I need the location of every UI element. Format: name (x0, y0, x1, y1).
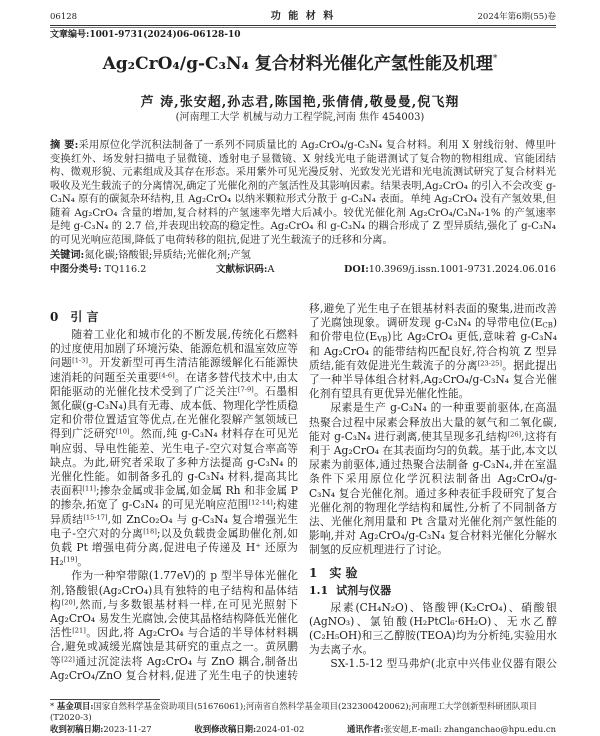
keywords-label: 关键词: (50, 249, 85, 261)
front-matter (50, 139, 556, 276)
header-rule (50, 25, 556, 28)
paper-title-text: Ag₂CrO₄/g-C₃N₄ 复合材料光催化产氢性能及机理 (102, 54, 493, 74)
citation: [19] (63, 555, 78, 564)
subsection-title: 试剂与仪器 (336, 583, 392, 597)
subscript: VB (377, 336, 388, 345)
received-label: 收到初稿日期: (50, 723, 104, 734)
citation: [1-3] (72, 357, 88, 366)
funding-label: 基金项目: (56, 701, 94, 711)
paper-title (0, 53, 600, 75)
journal-name: 功 能 材 料 (270, 11, 336, 22)
footnote-rule (50, 699, 160, 700)
article-number: 文章编号:1001-9731(2024)06-06128-10 (50, 30, 241, 40)
citation: [20] (61, 598, 76, 607)
issue-info: 2024年第6期(55)卷 (477, 12, 556, 22)
corresponding-value: 张安超,E-mail: zhanganchao@hpu.edu.cn (383, 723, 556, 734)
classification-line (50, 263, 556, 277)
abstract-text: 采用原位化学沉积法制备了一系列不同质量比的 Ag₂CrO₄/g-C₃N₄ 复合材料。利用 X 射线衍射、傅里叶变换红外、场发射扫描电子显微镜、透射电子显微镜、X 射线光电子能谱测试了复合物的物相组成、官能团结构、微观形貌、元素组成及其存在形态。采用紫外可见光漫反射、光致发光光谱和光电流测试研究了复合材料光吸收及光生载流子的分离情况,确定了光催化剂的产氢活性及其影响因素。结果表明,Ag₂CrO₄ 的引入不会改变 g-C₃N₄ 原有的碳氮杂环结构,且 Ag₂CrO₄ 以纳米颗粒形式分散于 g-C₃N₄ 表面。单纯 Ag₂CrO₄ 没有产氢效果,但随着 Ag₂CrO₄ 含量的增加,复合材料的产氢速率先增大后减小。较优光催化剂 Ag₂CrO₄/C₃N₄-1% 的产氢速率是纯 g-C₃N₄ 的 2.7 倍,并表现出较高的稳定性。Ag₂CrO₄ 和 g-C₃N₄ 的耦合形成了 Z 型异质结,强化了 g-C₃N₄ 的可见光响应范围,降低了电荷转移的阻抗,促进了光生载流子的迁移和分离。 (50, 140, 556, 246)
section-title: 实 验 (329, 565, 358, 580)
intro-paragraph-3: 尿素是生产 g-C₃N₄ 的一种重要前驱体,在高温热聚合过程中尿素会释放出大量的氨气和二氧化碳,能对 g-C₃N₄ 进行剥离,使其呈现多孔结构[26],这将有利于 Ag₂CrO₄ 在其表面均匀的负载。基于此,本文以尿素为前驱体,通过热聚合法制备 g-C₃N₄,并在室温条件下采用原位化学沉积法制备出 Ag₂CrO₄/g-C₃N₄ 复合光催化剂。通过多种表征手段研究了复合光催化剂的物理化学结构和属性,分析了不同制备方法、光催化剂用量和 Pt 含量对光催化剂产氢性能的影响,并对 Ag₂CrO₄/g-C₃N₄ 复合材料光催化分解水制氢的反应机理进行了讨论。 (309, 401, 557, 557)
citation: [21] (72, 626, 86, 635)
footnote-mark: * (50, 701, 57, 711)
revised-label: 收到修改稿日期: (194, 723, 257, 734)
abstract-label: 摘 要: (50, 139, 79, 151)
intro-paragraph-1: 随着工业化和城市化的不断发展,传统化石燃料的过度使用加剧了环境污染、能源危机和温室效应等问题[1-3]。开发新型可再生清洁能源缓解化石能源快速消耗的问题至关重要[4-6]。在诸多替代技术中,由太阳能驱动的光催化技术受到了广泛关注[7-9]。石墨相氮化碳(g-C₃N₄)具有无毒、成本低、物理化学性质稳定和价带位置适宜等优点,在光催化裂解产氢领域已得到广泛研究[10]。然而,纯 g-C₃N₄ 材料存在可见光响应弱、导电性能差、光生电子-空穴对复合率高等缺点。为此,研究者采取了多种方法提高 g-C₃N₄ 的光催化性能。如制备多孔的 g-C₃N₄ 材料,提高其比表面积[11];掺杂金属或非金属,如金属 Rh 和非金属 P 的掺杂,拓宽了 g-C₃N₄ 的可见光响应范围[12-14];构建异质结[15-17],如 ZnCo₂O₄ 与 g-C₃N₄ 复合增强光生电子-空穴对的分离[18];以及负载贵金属助催化剂,如负载 Pt 增强电荷分离,促进电子传递及 H⁺ 还原为 H₂[19]。 (50, 328, 298, 569)
citation: [7-9] (237, 385, 254, 394)
section-heading-experiment (309, 566, 557, 580)
funding-text: 国家自然科学基金资助项目(51676061);河南省自然科学基金项目(232300420062);河南理工大学创新型科研团队项目(T2020-3) (50, 701, 537, 723)
title-footnote-mark: * (492, 54, 498, 64)
received-value: 2023-11-27 (103, 723, 152, 734)
section-number: 1 (309, 565, 318, 580)
citation: [22] (61, 655, 75, 664)
corresponding-label: 通讯作者: (347, 723, 384, 734)
keywords (50, 249, 556, 263)
citation: [4-6] (158, 371, 175, 380)
page-number: 06128 (50, 12, 78, 22)
doi-value: 10.3969/j.issn.1001-9731.2024.06.016 (368, 263, 556, 275)
instruments-paragraph: SX-1.5-12 型马弗炉(北京中兴伟业仪器有限公 (330, 657, 557, 671)
citation: [11] (82, 484, 97, 493)
section-heading-introduction (50, 310, 298, 324)
author-list: 芦 涛,张安超,孙志君,陈国艳,张倩倩,敬曼曼,倪飞翔 (140, 95, 460, 110)
clc-number (50, 263, 146, 277)
document-code-value: A (267, 263, 275, 275)
section-number: 0 (50, 310, 59, 324)
keywords-text: 氮化碳;铬酸银;异质结;光催化剂;产氢 (84, 250, 251, 261)
clc-label: 中图分类号: (50, 263, 102, 275)
body-column-right (309, 302, 557, 696)
citation: [23-25] (477, 359, 502, 368)
section-title: 引 言 (70, 310, 99, 324)
citation: [10] (115, 428, 130, 437)
corresponding-author (347, 724, 556, 735)
running-header (50, 10, 556, 24)
revised-value: 2024-01-02 (256, 723, 305, 734)
footnote (50, 701, 556, 735)
revised-date (194, 724, 304, 735)
dates-line (50, 724, 556, 735)
received-date (50, 724, 152, 735)
affiliation: (河南理工大学 机械与动力工程学院,河南 焦作 454003) (175, 112, 425, 123)
citation: [15-17] (83, 513, 108, 522)
clc-value: TQ116.2 (101, 263, 147, 275)
reagents-paragraph: 尿素(CH₄N₂O)、铬酸钾(K₂CrO₄)、硝酸银(AgNO₃)、氯铂酸(H₂PtCl₆·6H₂O)、无水乙醇(C₂H₅OH)和三乙醇胺(TEOA)均为分析纯,实验用水为去离子水。 (309, 600, 557, 657)
citation: [12-14] (248, 499, 273, 508)
doi (344, 263, 556, 277)
intro-paragraph-2-continued: 移,避免了光生电子在银基材料表面的聚集,进而改善了光腐蚀现象。调研发现 g-C₃N₄ 的导带电位$(E_{CB})$和价带电位$(E_{VB})$比 Ag₂CrO₄ 更低,意味着 g-C₃N₄ 和 Ag₂CrO₄ 的能带结构匹配良好,符合构筑 Z 型异质结,能有效促进光生载流子的分离[23-25]。据此提出了一种半导体组合材料,Ag₂CrO₄/g-C₃N₄ 复合光催化剂有望具有更优异光催化性能。 (309, 302, 557, 401)
abstract (50, 139, 556, 247)
funding-note (50, 701, 556, 724)
citation: [18] (143, 527, 157, 536)
body-column-left (50, 302, 298, 696)
citation: [26] (507, 430, 522, 439)
doi-label: DOI: (344, 263, 369, 275)
subsection-heading-reagents (309, 584, 557, 598)
subsection-number: 1.1 (309, 583, 329, 597)
document-code-label: 文献标识码: (215, 263, 268, 275)
intro-paragraph-2: 作为一种窄带隙(1.77eV)的 p 型半导体光催化剂,铬酸银(Ag₂CrO₄)具有独特的电子结构和晶体结构[20],然而,与多数银基材料一样,在可见光照射下 Ag₂CrO₄ 易发生光腐蚀,会使其晶格结构降低光催化活性[21]。因此,将 Ag₂CrO₄ 与合适的半导体材料耦合,避免或减缓光腐蚀是其研究的重点之一。黄夙鹏等[22]通过沉淀法将 Ag₂CrO₄ 与 ZnO 耦合,制备出 Ag₂CrO₄/ZnO 复合材料,促进了光生电子的快速转 (50, 569, 298, 682)
document-code (216, 263, 274, 277)
subscript: CB (542, 321, 553, 330)
